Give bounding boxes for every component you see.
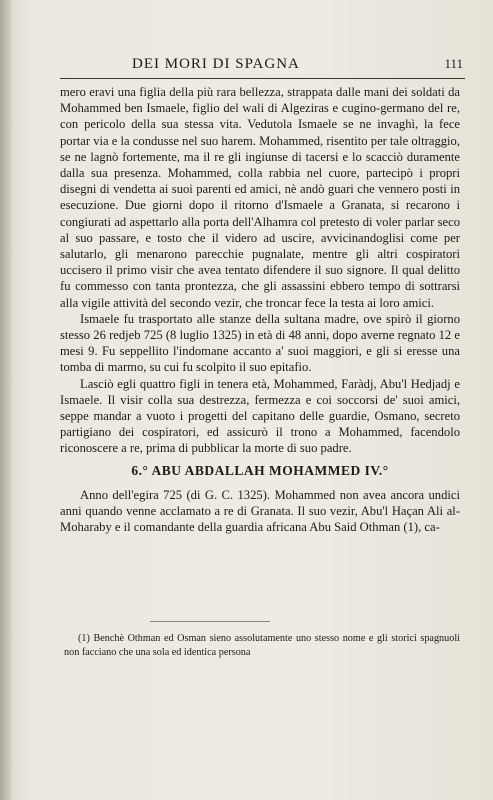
page-number: 111: [444, 56, 463, 71]
footnote-text: (1) Benchè Othman ed Osman sieno assolutamente uno stesso nome e gli storici spagnuoli non facciano che una sola ed identica persona: [64, 633, 460, 658]
paragraph-continuation: mero eravi una figlia della più rara bellezza, strappata dalle mani dei soldati da Mohammed ben Ismaele, figlio del wali di Algeziras e cugino-germano del re, con pericolo della sua stessa vita. Vedutola Ismaele se ne invaghì, la fece portar via e la condusse nel suo harem. Mohammed, risentito per tale oltraggio, se ne lagnò fortemente, ma il re gli ingiunse di tacersi e lo scacciò duramente dalla sua presenza. Mohammed, colla rabbia nel cuore, partecipò i propri disegni di vendetta ai suoi parenti ed amici, nè andò guari che vennero posti in esecuzione. Due giorni dopo il ritorno d'Ismaele a Granata, si recarono i congiurati ad aspettarlo alla porta dell'Alhamra col pretesto di voler parlar seco al suo passare, e tosto che il videro ad uscire, avvicinandoglisi come per salutarlo, gli menarono parecchie pugnalate, mentre gli altri cospiratori uccisero il primo visir che avea tentato difendere il suo signore. Il qual delitto fu commesso con tanta prontezza, che gli assassini ebbero tempo di sottrarsi alla vigile attività del secondo vezir, che troncar fece la testa ai loro amici.: [60, 85, 460, 310]
footnote: [64, 632, 460, 659]
section-title: 6.° ABU ABDALLAH MOHAMMED IV.°: [131, 462, 389, 478]
page-binding-edge: [0, 0, 12, 800]
paragraph-succession: Lasciò egli quattro figli in tenera età, Mohammed, Faràdj, Abu'l Hedjadj e Ismaele. Il visir colla sua destrezza, fermezza e coi soccorsi de' suoi amici, seppe mandar a vuoto i progetti del capitano delle guardie, Osmano, secreto partigiano dei cospiratori, ed assicurò il trono a Mohammed, facendolo riconoscere a re, prima di pubblicar la morte di suo padre.: [60, 376, 460, 456]
running-title: DEI MORI DI SPAGNA: [132, 56, 300, 72]
main-text: [60, 84, 460, 535]
footnote-rule: [150, 621, 270, 622]
header-rule: [60, 78, 465, 79]
paragraph-mohammed-iv: Anno dell'egira 725 (di G. C. 1325). Mohammed non avea ancora undici anni quando venne acclamato a re di Granata. Il suo vezir, Abu'l Haçan Ali al-Moharaby e il comandante della guardia africana Abu Said Othman (1), ca-: [60, 487, 460, 535]
paragraph-ismaele-death: Ismaele fu trasportato alle stanze della sultana madre, ove spirò il giorno stesso 26 redjeb 725 (8 luglio 1325) in età di 48 anni, dopo averne regnato 12 e mesi 9. Fu seppellito l'indomane accanto a' suoi maggiori, e gli si eresse una tomba di marmo, su cui fu scolpito il suo epitafio.: [60, 311, 460, 375]
page-header: [60, 56, 473, 76]
